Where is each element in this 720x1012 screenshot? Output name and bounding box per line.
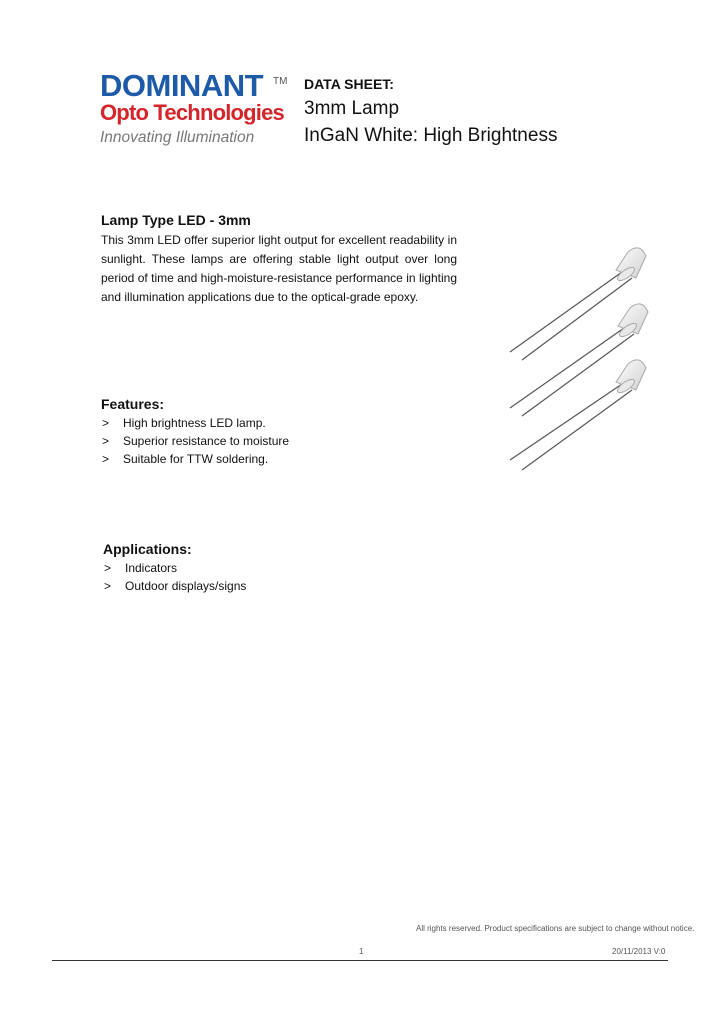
logo-subbrand: Opto Technologies: [100, 100, 284, 125]
document-date-version: 20/11/2013 V:0: [612, 947, 666, 956]
bullet-marker: >: [102, 434, 110, 448]
datasheet-title-line2: InGaN White: High Brightness: [304, 125, 558, 146]
application-text: Outdoor displays/signs: [125, 579, 247, 593]
datasheet-title-line1: 3mm Lamp: [304, 98, 400, 119]
application-text: Indicators: [125, 561, 178, 575]
logo-tagline: Innovating Illumination: [100, 129, 255, 146]
applications-heading: Applications:: [103, 541, 192, 557]
features-heading: Features:: [101, 396, 165, 412]
intro-paragraph: This 3mm LED offer superior light output for excellent readability in sunlight. These lamps are offering stable light output over long period of time and high-moisture-resistance performance in lighting and illumination applications due to the optical-grade epoxy.: [101, 233, 457, 304]
datasheet-label: DATA SHEET:: [304, 76, 394, 92]
feature-text: Suitable for TTW soldering.: [123, 452, 269, 466]
list-item: [104, 559, 404, 577]
logo-brand: DOMINANT: [100, 68, 264, 103]
list-item: [102, 432, 402, 450]
bullet-marker: >: [102, 452, 110, 466]
intro-heading: Lamp Type LED - 3mm: [101, 212, 251, 228]
feature-text: High brightness LED lamp.: [123, 416, 266, 430]
led-lamp-1: [510, 248, 646, 360]
logo-trademark: TM: [273, 76, 288, 87]
bullet-marker: >: [104, 579, 112, 593]
footer-divider: [52, 960, 668, 961]
list-item: [102, 450, 402, 468]
list-item: [102, 414, 402, 432]
led-lamp-2: [510, 304, 648, 416]
led-lamp-icon: [500, 240, 660, 480]
feature-text: Superior resistance to moisture: [123, 434, 290, 448]
page-number: 1: [359, 947, 364, 956]
bullet-marker: >: [104, 561, 112, 575]
features-list: [102, 414, 402, 468]
led-lamp-3: [510, 360, 646, 470]
applications-list: [104, 559, 404, 595]
bullet-marker: >: [102, 416, 110, 430]
list-item: [104, 577, 404, 595]
footer-disclaimer: All rights reserved. Product specifications are subject to change without notice.: [416, 924, 695, 933]
